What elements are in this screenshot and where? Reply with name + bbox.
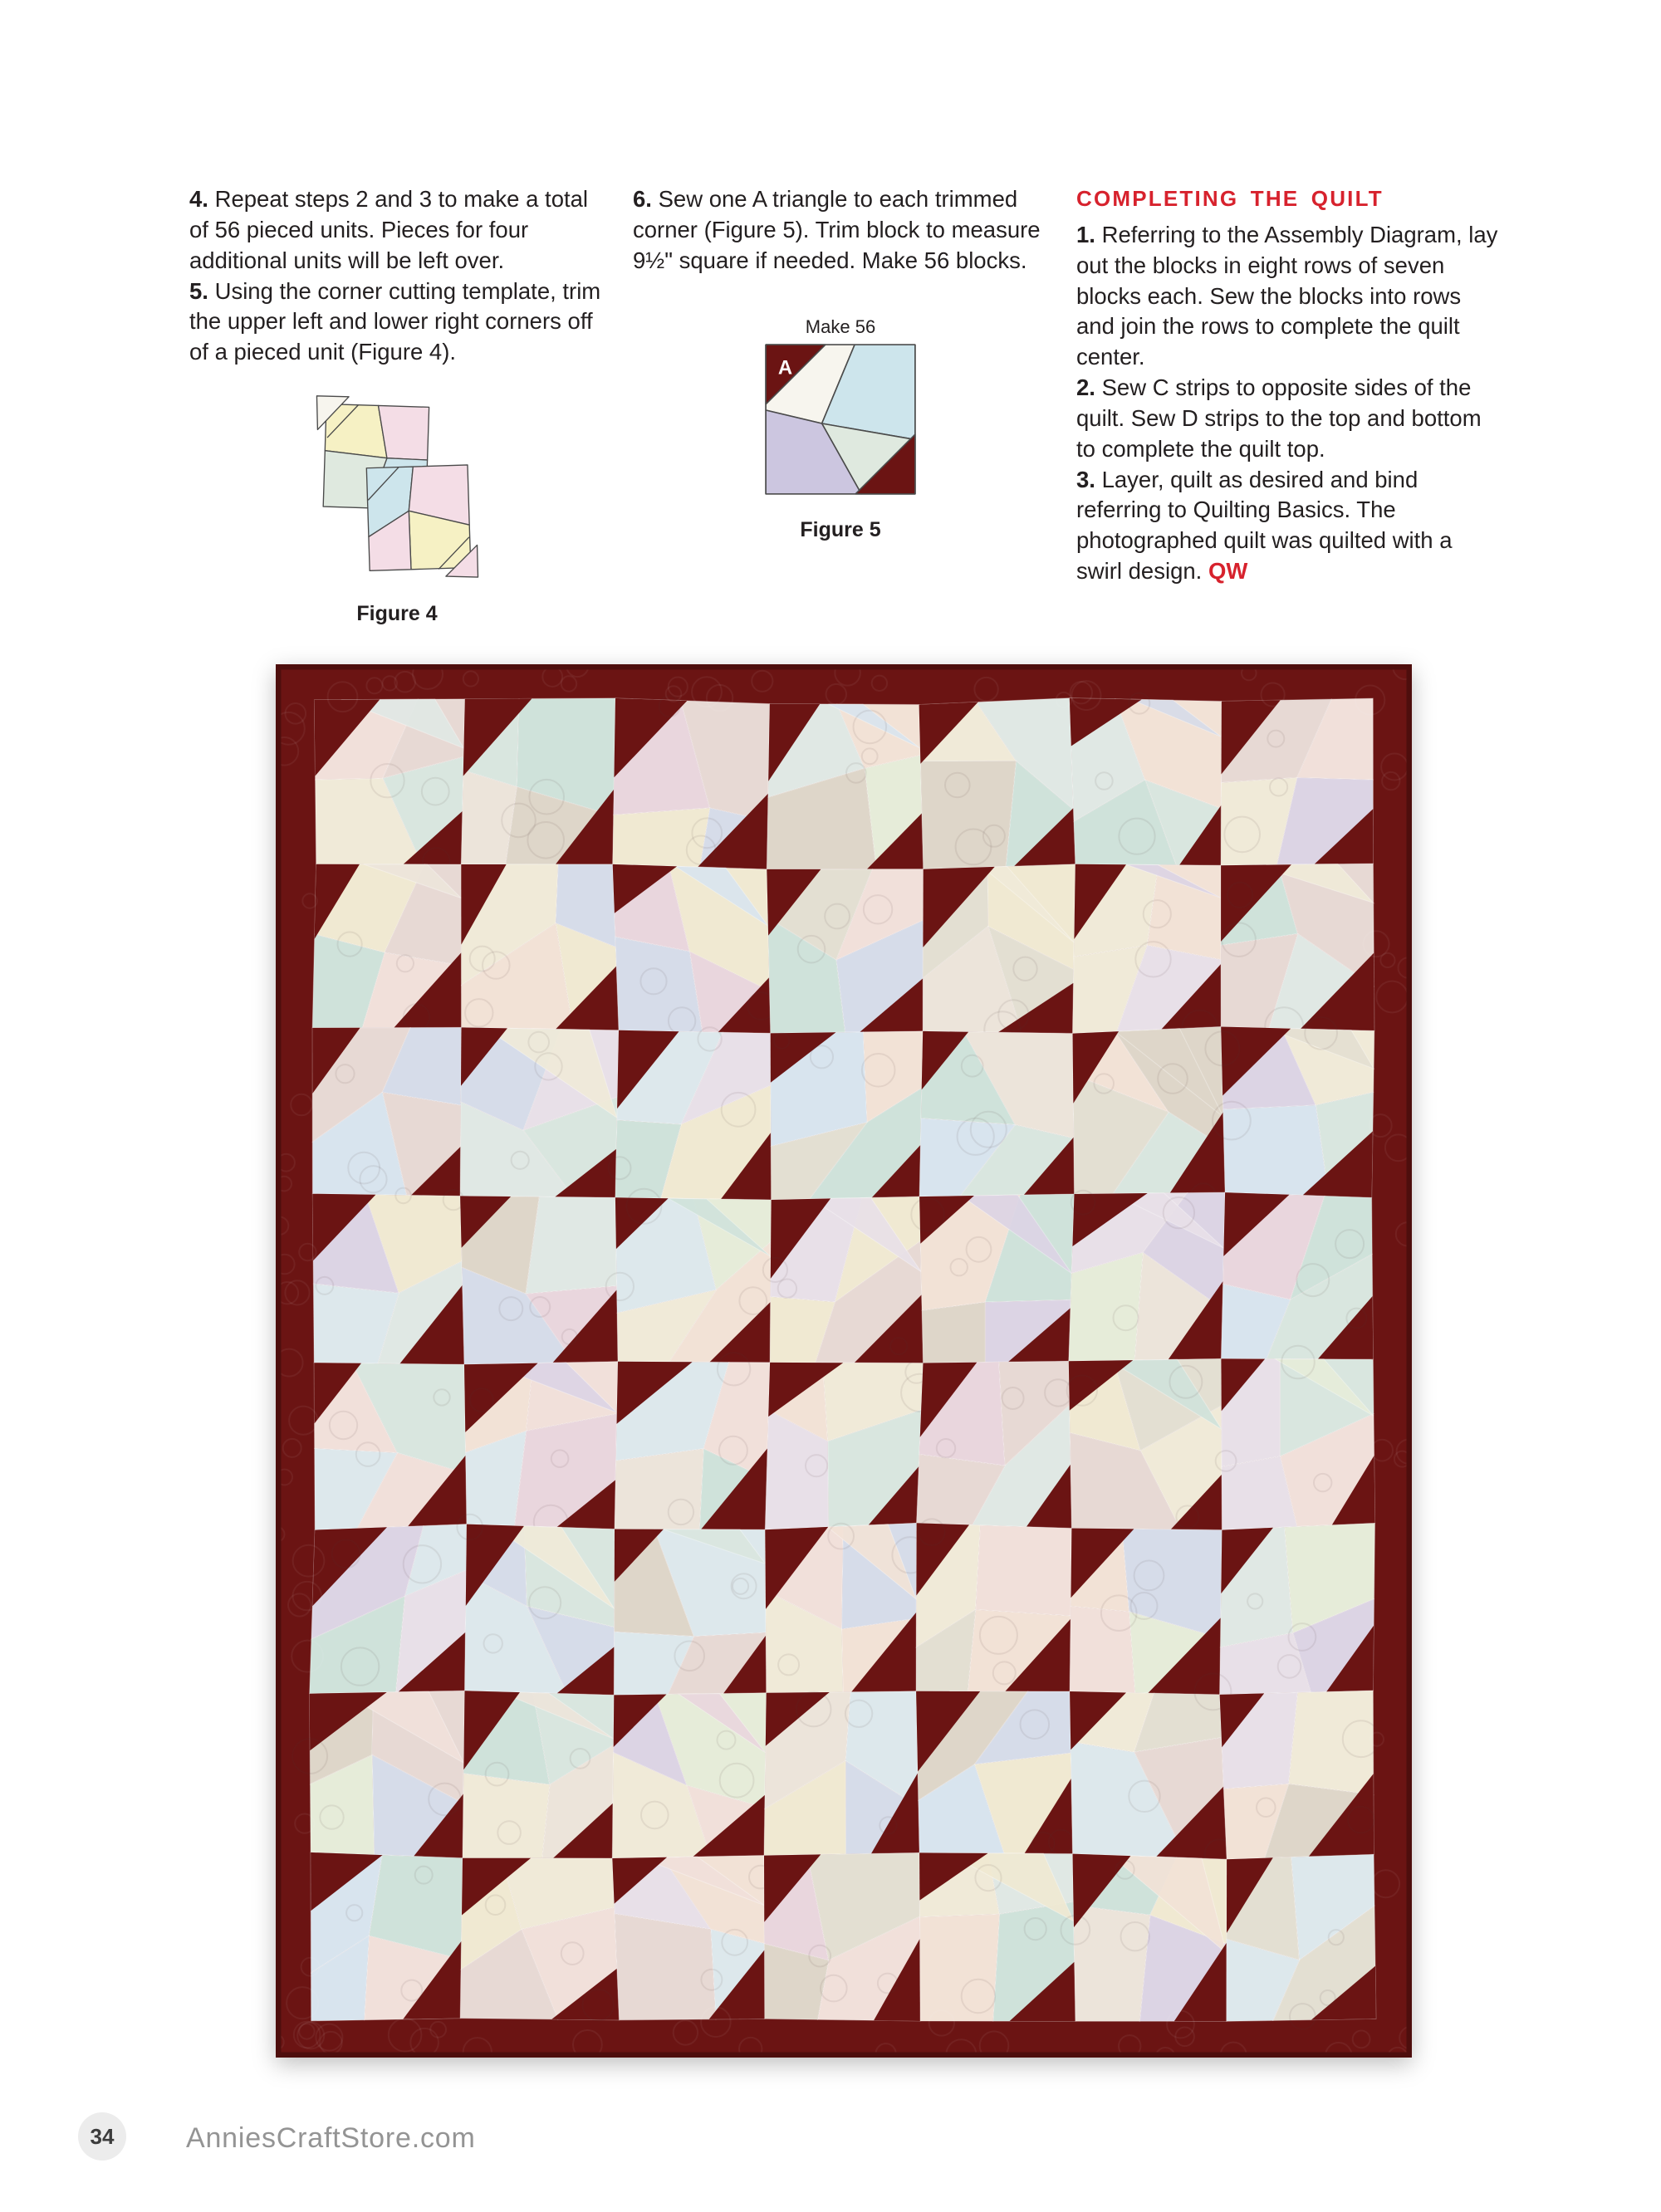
completing-step-2 xyxy=(1076,373,1498,465)
completing-step-3-number: 3. xyxy=(1076,466,1095,492)
completing-step-1 xyxy=(1076,220,1498,373)
figure-4-caption: Figure 4 xyxy=(356,601,438,625)
completing-step-3-text: Layer, quilt as desired and bind referring to Quilting Basics. The photographed quilt was quilted with a swirl design. xyxy=(1076,466,1453,585)
page-number-badge xyxy=(78,2112,126,2161)
completing-step-2-number: 2. xyxy=(1076,374,1095,401)
figure-5-caption: Figure 5 xyxy=(800,517,881,541)
completing-step-3 xyxy=(1076,465,1498,587)
figure-5-diagram xyxy=(765,344,916,495)
qw-signoff: QW xyxy=(1208,558,1248,585)
step-6-number: 6. xyxy=(633,186,652,212)
quilt-photo xyxy=(276,664,1412,2058)
step-4-text: Repeat steps 2 and 3 to make a total of 56 pieced units. Pieces for four additional units will be left over. xyxy=(189,186,589,273)
completing-step-1-text: Referring to the Assembly Diagram, lay out the blocks in eight rows of seven blocks each. Sew the blocks into rows and join the rows to complete the quilt center. xyxy=(1076,221,1498,370)
step-4-number: 4. xyxy=(189,186,208,212)
footer-site-name: AnniesCraftStore.com xyxy=(186,2122,476,2154)
completing-the-quilt-heading: COMPLETING THE QUILT xyxy=(1076,186,1384,211)
figure-5 xyxy=(633,344,1048,544)
instructions-column-1 xyxy=(189,184,605,628)
svg-text:A: A xyxy=(777,356,793,379)
instructions-column-3 xyxy=(1076,184,1498,587)
step-5 xyxy=(189,276,605,369)
figure-4-diagram xyxy=(302,393,492,579)
quilt-photo-image xyxy=(276,664,1412,2058)
step-6-text: Sew one A triangle to each trimmed corner (Figure 5). Trim block to measure 9½" square if needed. Make 56 blocks. xyxy=(633,186,1041,273)
step-5-text: Using the corner cutting template, trim the upper left and lower right corners off of a pieced unit (Figure 4). xyxy=(189,277,601,365)
make-56-label: Make 56 xyxy=(805,316,876,337)
page-number: 34 xyxy=(90,2123,115,2149)
step-6 xyxy=(633,184,1048,276)
step-4 xyxy=(189,184,605,276)
completing-step-2-text: Sew C strips to opposite sides of the quilt. Sew D strips to the top and bottom to complete the quilt top. xyxy=(1076,374,1482,462)
step-5-number: 5. xyxy=(189,277,208,304)
completing-step-1-number: 1. xyxy=(1076,221,1095,247)
instructions-column-2 xyxy=(633,184,1048,544)
figure-4 xyxy=(189,393,605,628)
